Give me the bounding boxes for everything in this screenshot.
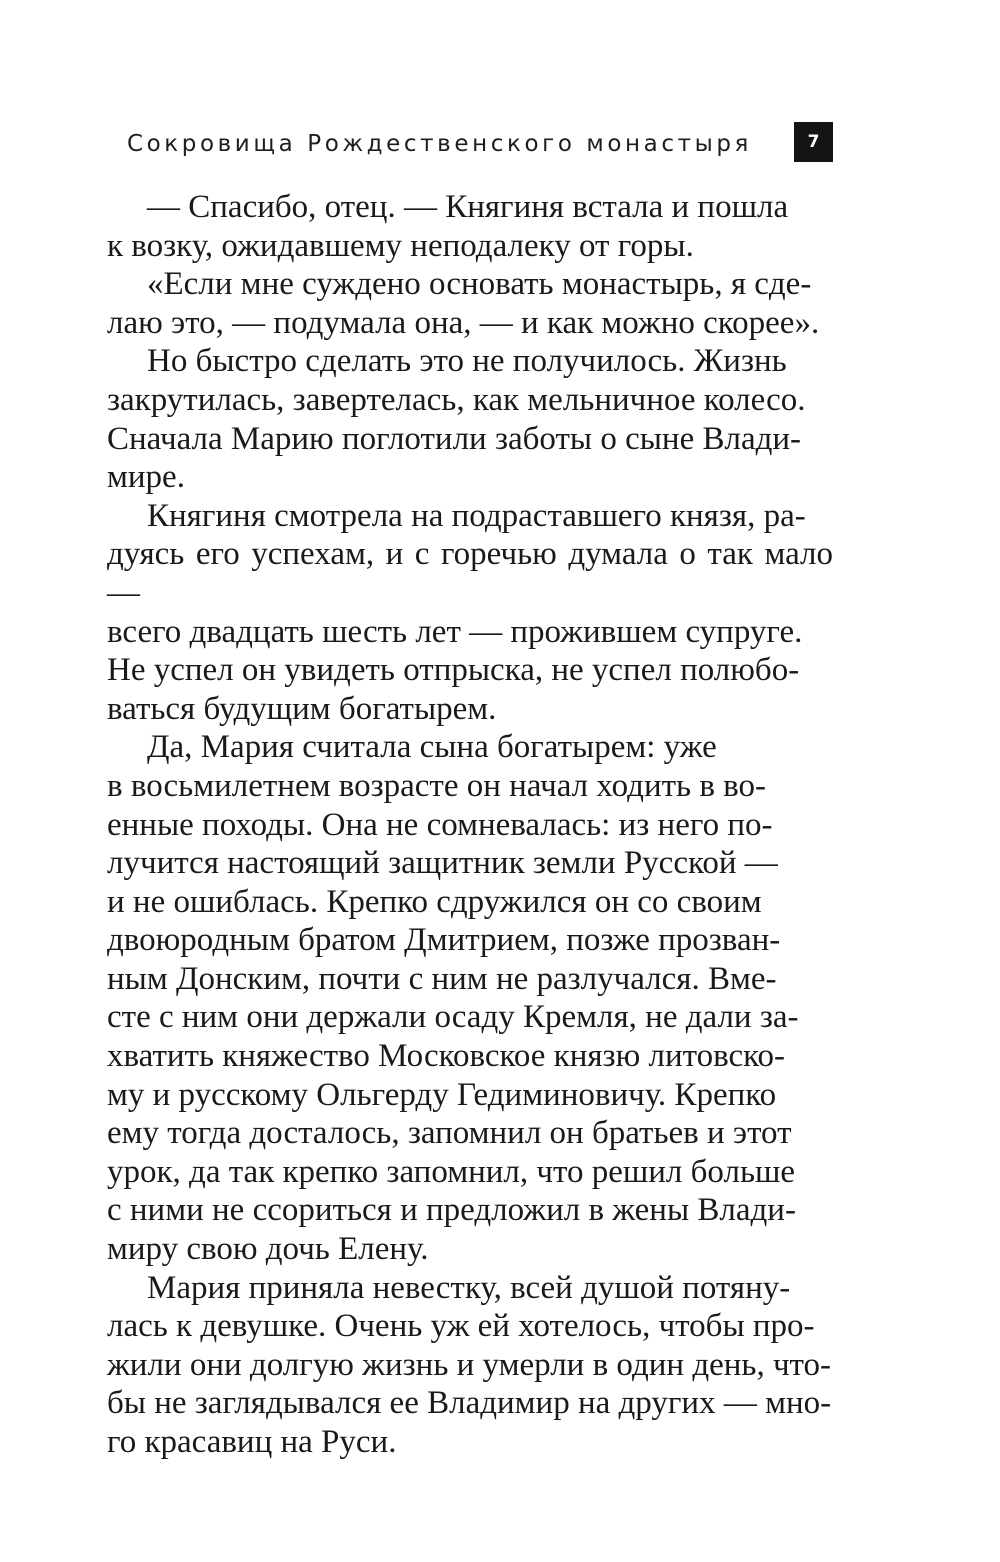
text-line: лучится настоящий защитник земли Русской — <box>107 845 778 882</box>
page-number: 7 <box>794 122 833 162</box>
text-line: лась к девушке. Очень уж ей хотелось, чтобы про- <box>107 1308 815 1345</box>
paragraph <box>107 265 833 342</box>
paragraph <box>107 342 833 496</box>
running-title: Сокровища Рождественского монастыря <box>126 131 752 157</box>
paragraph <box>107 497 833 729</box>
paragraph <box>107 728 833 1268</box>
text-line: Да, Мария считала сына богатырем: уже <box>147 729 717 766</box>
text-line: му и русскому Ольгерду Гедиминовичу. Крепко <box>107 1076 777 1113</box>
text-line: урок, да так крепко запомнил, что решил больше <box>107 1153 796 1190</box>
text-line: жили они долгую жизнь и умерли в один день, что- <box>107 1346 832 1383</box>
text-line: Но быстро сделать это не получилось. Жизнь <box>147 343 787 380</box>
paragraph <box>107 188 833 265</box>
text-line: бы не заглядывался ее Владимир на других — мно- <box>107 1385 832 1422</box>
body-text <box>107 188 833 1462</box>
text-line: всего двадцать шесть лет — прожившем супруге. <box>107 613 803 650</box>
text-line: Сначала Марию поглотили заботы о сыне Влади- <box>107 420 802 457</box>
text-line: с ними не ссориться и предложил в жены Влади- <box>107 1192 796 1229</box>
text-line: дуясь его успехам, и с горечью думала о так мало — <box>107 536 833 611</box>
text-line: закрутилась, завертелась, как мельничное колесо. <box>107 381 806 418</box>
page-header <box>0 118 1000 164</box>
text-line: хватить княжество Московское князю литовско- <box>107 1038 785 1075</box>
text-line: миру свою дочь Елену. <box>107 1231 429 1268</box>
paragraph <box>107 1269 833 1462</box>
text-line: — Спасибо, отец. — Княгиня встала и пошла <box>147 189 789 225</box>
text-line: двоюродным братом Дмитрием, позже прозван- <box>107 922 781 959</box>
text-line: го красавиц на Руси. <box>107 1424 397 1460</box>
text-line: в восьмилетнем возрасте он начал ходить в во- <box>107 767 767 804</box>
text-line: «Если мне суждено основать монастырь, я сде- <box>147 266 812 303</box>
text-line: ваться будущим богатырем. <box>107 690 497 727</box>
text-line: Не успел он увидеть отпрыска, не успел полюбо- <box>107 652 800 689</box>
text-line: Княгиня смотрела на подраставшего князя, ра- <box>147 497 806 534</box>
text-line: лаю это, — подумала она, — и как можно скорее». <box>107 304 820 341</box>
text-line: мире. <box>107 459 185 496</box>
text-line: енные походы. Она не сомневалась: из него по- <box>107 806 773 843</box>
text-line: ему тогда досталось, запомнил он братьев и этот <box>107 1115 792 1152</box>
text-line: сте с ним они держали осаду Кремля, не дали за- <box>107 999 799 1036</box>
text-line: и не ошиблась. Крепко сдружился он со своим <box>107 883 762 920</box>
text-line: к возку, ожидавшему неподалеку от горы. <box>107 227 694 264</box>
text-line: Мария приняла невестку, всей душой потяну- <box>147 1269 791 1306</box>
text-line: ным Донским, почти с ним не разлучался. Вме- <box>107 960 777 997</box>
